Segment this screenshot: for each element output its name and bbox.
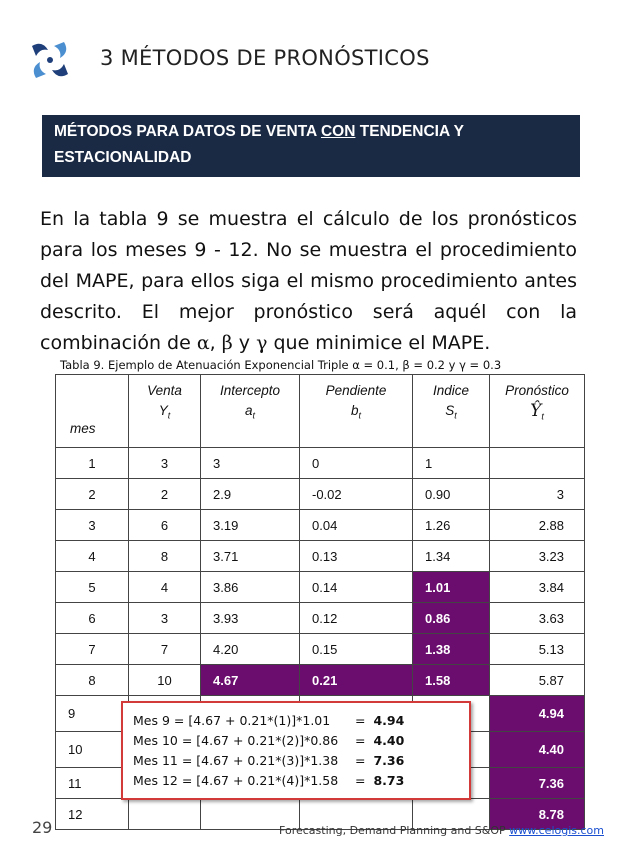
cell-mes: 11 bbox=[56, 768, 129, 799]
cell-mes: 6 bbox=[56, 603, 129, 634]
cell-mes: 10 bbox=[56, 732, 129, 768]
cell-indice-highlight: 1.01 bbox=[413, 572, 490, 603]
callout-line: Mes 9 = [4.67 + 0.21*(1)]*1.01 = 4.94 bbox=[133, 713, 405, 728]
cell-indice-highlight: 1.38 bbox=[413, 634, 490, 665]
header-mes: mes bbox=[56, 375, 129, 448]
cell-pendiente: 0.13 bbox=[300, 541, 413, 572]
cell-mes: 2 bbox=[56, 479, 129, 510]
cell-pronostico-highlight: 7.36 bbox=[490, 768, 585, 799]
banner-line-2: ESTACIONALIDAD bbox=[54, 149, 192, 166]
cell-intercepto: 3.19 bbox=[201, 510, 300, 541]
celogis-logo-icon bbox=[26, 36, 74, 84]
cell-indice-highlight: 0.86 bbox=[413, 603, 490, 634]
table-caption: Tabla 9. Ejemplo de Atenuación Exponencial Triple α = 0.1, β = 0.2 y γ = 0.3 bbox=[60, 358, 502, 372]
table-row bbox=[56, 541, 585, 572]
cell-venta: 3 bbox=[129, 603, 201, 634]
cell-indice: 1 bbox=[413, 448, 490, 479]
cell-intercepto: 4.20 bbox=[201, 634, 300, 665]
table-row bbox=[56, 479, 585, 510]
cell-pronostico: 3.23 bbox=[490, 541, 585, 572]
cell-intercepto: 3.86 bbox=[201, 572, 300, 603]
cell-pronostico: 5.87 bbox=[490, 665, 585, 696]
callout-line: Mes 12 = [4.67 + 0.21*(4)]*1.58 = 8.73 bbox=[133, 773, 405, 788]
table-row bbox=[56, 448, 585, 479]
cell-pronostico-highlight: 4.94 bbox=[490, 696, 585, 732]
cell-venta: 7 bbox=[129, 634, 201, 665]
table-row bbox=[56, 572, 585, 603]
table-header-row bbox=[56, 375, 585, 448]
section-title: 3 MÉTODOS DE PRONÓSTICOS bbox=[100, 46, 430, 70]
header-venta: Venta $Y_t$ bbox=[129, 375, 201, 448]
table-row bbox=[56, 665, 585, 696]
cell-mes: 9 bbox=[56, 696, 129, 732]
header-indice: Indice $S_t$ bbox=[413, 375, 490, 448]
cell-intercepto: 3 bbox=[201, 448, 300, 479]
cell-pronostico-highlight: 4.40 bbox=[490, 732, 585, 768]
cell-venta: 3 bbox=[129, 448, 201, 479]
callout-line: Mes 11 = [4.67 + 0.21*(3)]*1.38 = 7.36 bbox=[133, 753, 405, 768]
header-pronostico: Pronóstico $Ŷ_t$ bbox=[490, 375, 585, 448]
table-row bbox=[56, 634, 585, 665]
cell-pronostico: 3.84 bbox=[490, 572, 585, 603]
cell-indice: 0.90 bbox=[413, 479, 490, 510]
cell-mes: 8 bbox=[56, 665, 129, 696]
table-row bbox=[56, 603, 585, 634]
cell-venta: 8 bbox=[129, 541, 201, 572]
cell-mes: 4 bbox=[56, 541, 129, 572]
cell-pronostico: 3 bbox=[490, 479, 585, 510]
cell-venta: 6 bbox=[129, 510, 201, 541]
body-paragraph: En la tabla 9 se muestra el cálculo de los pronósticos para los meses 9 - 12. No se muestra el procedimiento del MAPE, para ellos siga el mismo procedimiento antes descrito. El mejor pronóstico será aquél con la combinación de α, β y γ que minimice el MAPE. bbox=[40, 208, 577, 354]
cell-mes: 3 bbox=[56, 510, 129, 541]
cell-venta: 10 bbox=[129, 665, 201, 696]
cell-mes: 7 bbox=[56, 634, 129, 665]
cell-intercepto: 3.71 bbox=[201, 541, 300, 572]
cell-mes: 5 bbox=[56, 572, 129, 603]
cell-intercepto: 3.93 bbox=[201, 603, 300, 634]
callout-line: Mes 10 = [4.67 + 0.21*(2)]*0.86 = 4.40 bbox=[133, 733, 405, 748]
table-row bbox=[56, 510, 585, 541]
cell-intercepto: 2.9 bbox=[201, 479, 300, 510]
cell-venta: 2 bbox=[129, 479, 201, 510]
calculation-callout bbox=[121, 701, 471, 800]
cell-pendiente: 0.04 bbox=[300, 510, 413, 541]
cell-mes: 1 bbox=[56, 448, 129, 479]
cell-pronostico: 3.63 bbox=[490, 603, 585, 634]
banner-line-1: MÉTODOS PARA DATOS DE VENTA CON TENDENCIA Y bbox=[54, 123, 464, 140]
cell-indice: 1.34 bbox=[413, 541, 490, 572]
header-pendiente: Pendiente $b_t$ bbox=[300, 375, 413, 448]
page-number: 29 bbox=[32, 818, 53, 837]
footer: Forecasting, Demand Planning and S&OP www.celogis.com bbox=[279, 824, 604, 837]
cell-indice-highlight: 1.58 bbox=[413, 665, 490, 696]
header-intercepto: Intercepto $a_t$ bbox=[201, 375, 300, 448]
cell-pronostico: 5.13 bbox=[490, 634, 585, 665]
cell-empty bbox=[129, 799, 201, 830]
cell-pendiente-highlight: 0.21 bbox=[300, 665, 413, 696]
cell-intercepto-highlight: 4.67 bbox=[201, 665, 300, 696]
cell-venta: 4 bbox=[129, 572, 201, 603]
cell-pronostico: 2.88 bbox=[490, 510, 585, 541]
cell-pendiente: -0.02 bbox=[300, 479, 413, 510]
footer-link[interactable]: www.celogis.com bbox=[509, 824, 604, 837]
section-banner bbox=[42, 115, 580, 177]
cell-pendiente: 0.12 bbox=[300, 603, 413, 634]
cell-pendiente: 0.14 bbox=[300, 572, 413, 603]
cell-pendiente: 0.15 bbox=[300, 634, 413, 665]
cell-indice: 1.26 bbox=[413, 510, 490, 541]
cell-pronostico-highlight: 8.78 bbox=[490, 799, 585, 830]
cell-pendiente: 0 bbox=[300, 448, 413, 479]
cell-pronostico bbox=[490, 448, 585, 479]
cell-mes: 12 bbox=[56, 799, 129, 830]
